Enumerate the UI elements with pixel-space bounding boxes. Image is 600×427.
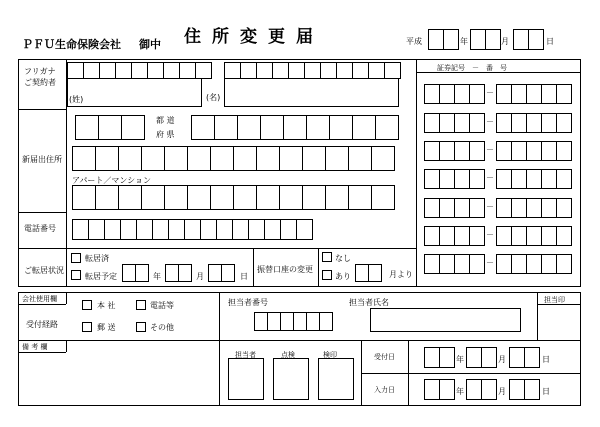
transfer-year-unit: 年 xyxy=(153,272,161,281)
given-name-field[interactable] xyxy=(224,78,399,107)
address-line-boxes[interactable] xyxy=(72,146,395,171)
office-divider-1 xyxy=(219,292,220,406)
planned-checkbox[interactable] xyxy=(71,270,81,280)
entry-month-boxes[interactable] xyxy=(466,379,497,400)
account-change-label: 振替口座の変更 xyxy=(257,265,313,274)
prefecture-boxes[interactable] xyxy=(191,115,399,140)
new-address-label: 新届出住所 xyxy=(22,155,62,164)
certificate-row[interactable] xyxy=(424,226,485,246)
header-year-unit: 年 xyxy=(460,37,468,46)
furigana-label: フリガナ xyxy=(24,67,56,76)
account-change-divider-right xyxy=(318,248,319,287)
surname-field[interactable] xyxy=(67,78,202,107)
era-label: 平成 xyxy=(406,37,422,46)
phone-label: 電話番号 xyxy=(24,224,56,233)
entry-day-unit: 日 xyxy=(542,387,550,396)
staff-label: 担当者 xyxy=(235,351,256,359)
branch-checkbox[interactable] xyxy=(82,300,92,310)
account-yes-label: あり xyxy=(335,272,351,281)
header-year-boxes[interactable] xyxy=(428,29,459,50)
certificate-rows xyxy=(424,84,576,276)
entry-date-label: 入力日 xyxy=(374,386,395,394)
rep-seal-label: 担当印 xyxy=(544,296,565,304)
certificate-row[interactable] xyxy=(496,198,572,218)
reception-route-label: 受付経路 xyxy=(26,320,58,329)
prefecture-label-top: 都 道 xyxy=(156,116,175,125)
header-day-boxes[interactable] xyxy=(513,29,544,50)
company-name: ＰＦＵ生命保険会社 xyxy=(22,38,121,51)
certificate-dash: － xyxy=(486,145,494,154)
account-yes-checkbox[interactable] xyxy=(322,270,332,280)
office-row-divider xyxy=(18,340,581,341)
moved-label: 転居済 xyxy=(85,254,109,263)
approval-seal-box[interactable] xyxy=(318,358,354,400)
mail-label: 郵 送 xyxy=(97,323,116,332)
received-day-boxes[interactable] xyxy=(509,347,540,368)
remarks-label: 備 考 欄 xyxy=(22,343,48,351)
from-month-label: 月より xyxy=(389,270,413,279)
header-day-unit: 日 xyxy=(546,37,554,46)
certificate-dash: － xyxy=(486,117,494,126)
entry-year-unit: 年 xyxy=(456,387,464,396)
certificate-row[interactable] xyxy=(424,198,485,218)
surname-label: (姓) xyxy=(69,95,84,104)
certificate-row[interactable] xyxy=(424,169,485,189)
row-divider-1 xyxy=(18,109,66,110)
remarks-label-sep xyxy=(66,340,67,352)
account-month-boxes[interactable] xyxy=(355,264,382,282)
certificate-dash: － xyxy=(486,173,494,182)
transfer-month-unit: 月 xyxy=(196,272,204,281)
certificate-dash: － xyxy=(486,258,494,267)
transfer-day-boxes[interactable] xyxy=(208,264,235,282)
branch-label: 本 社 xyxy=(97,301,116,310)
rep-number-boxes[interactable] xyxy=(254,312,333,331)
phone-etc-checkbox[interactable] xyxy=(136,300,146,310)
phone-boxes[interactable] xyxy=(72,219,313,240)
rep-number-label: 担当者番号 xyxy=(228,298,268,307)
office-label-underline xyxy=(18,304,66,305)
row-divider-2 xyxy=(18,212,66,213)
form-title: 住所変更届 xyxy=(184,27,324,47)
contractor-label: ご契約者 xyxy=(24,78,56,87)
transfer-year-boxes[interactable] xyxy=(122,264,149,282)
other-label: その他 xyxy=(150,323,174,332)
given-furigana-boxes[interactable] xyxy=(224,62,401,79)
moved-checkbox[interactable] xyxy=(71,253,81,263)
entry-month-unit: 月 xyxy=(498,387,506,396)
certificate-divider xyxy=(416,59,417,287)
account-change-divider-left xyxy=(253,248,254,287)
certificate-row[interactable] xyxy=(496,226,572,246)
certificate-row[interactable] xyxy=(424,113,485,133)
dates-label-divider xyxy=(408,340,409,406)
account-none-label: なし xyxy=(335,254,351,263)
transfer-status-label: ご転居状況 xyxy=(24,266,64,275)
company-use-label: 会社使用欄 xyxy=(22,295,57,303)
received-month-unit: 月 xyxy=(498,355,506,364)
received-date-label: 受付日 xyxy=(374,353,395,361)
header-month-boxes[interactable] xyxy=(470,29,501,50)
certificate-row[interactable] xyxy=(496,141,572,161)
apartment-boxes[interactable] xyxy=(72,185,395,210)
postal-code-boxes[interactable] xyxy=(75,115,145,140)
certificate-dash: － xyxy=(486,88,494,97)
transfer-day-unit: 日 xyxy=(240,272,248,281)
transfer-month-boxes[interactable] xyxy=(165,264,192,282)
check-seal-box[interactable] xyxy=(273,358,309,400)
certificate-row[interactable] xyxy=(496,254,572,274)
other-checkbox[interactable] xyxy=(136,322,146,332)
staff-seal-box[interactable] xyxy=(228,358,264,400)
surname-furigana-boxes[interactable] xyxy=(67,62,212,79)
addressee-label: 御中 xyxy=(139,38,161,51)
certificate-row[interactable] xyxy=(424,254,485,274)
office-label-sep xyxy=(66,292,67,304)
received-day-unit: 日 xyxy=(542,355,550,364)
certificate-row[interactable] xyxy=(496,169,572,189)
dates-row-divider xyxy=(361,373,581,374)
phone-etc-label: 電話等 xyxy=(150,301,174,310)
received-month-boxes[interactable] xyxy=(466,347,497,368)
certificate-dash: － xyxy=(486,202,494,211)
approval-label: 検印 xyxy=(323,351,337,359)
certificate-row[interactable] xyxy=(496,113,572,133)
account-none-checkbox[interactable] xyxy=(322,252,332,262)
remarks-underline xyxy=(18,352,66,353)
certificate-dash: － xyxy=(486,230,494,239)
entry-day-boxes[interactable] xyxy=(509,379,540,400)
planned-label: 転居予定 xyxy=(85,272,117,281)
check-label: 点検 xyxy=(281,351,295,359)
prefecture-label-bottom: 府 県 xyxy=(156,130,175,139)
received-year-boxes[interactable] xyxy=(424,347,455,368)
rep-name-label: 担当者氏名 xyxy=(349,298,389,307)
entry-year-boxes[interactable] xyxy=(424,379,455,400)
office-divider-seal xyxy=(537,292,538,340)
row-divider-3 xyxy=(18,248,416,249)
certificate-row[interactable] xyxy=(424,141,485,161)
certificate-row[interactable] xyxy=(496,84,572,104)
certificate-row[interactable] xyxy=(424,84,485,104)
apartment-label: アパート／マンション xyxy=(72,176,151,185)
header-month-unit: 月 xyxy=(501,37,509,46)
mail-checkbox[interactable] xyxy=(82,322,92,332)
certificate-header: 証券記号 － 番 号 xyxy=(437,64,507,72)
given-name-label: (名) xyxy=(206,93,221,102)
received-year-unit: 年 xyxy=(456,355,464,364)
rep-name-field[interactable] xyxy=(370,308,521,332)
